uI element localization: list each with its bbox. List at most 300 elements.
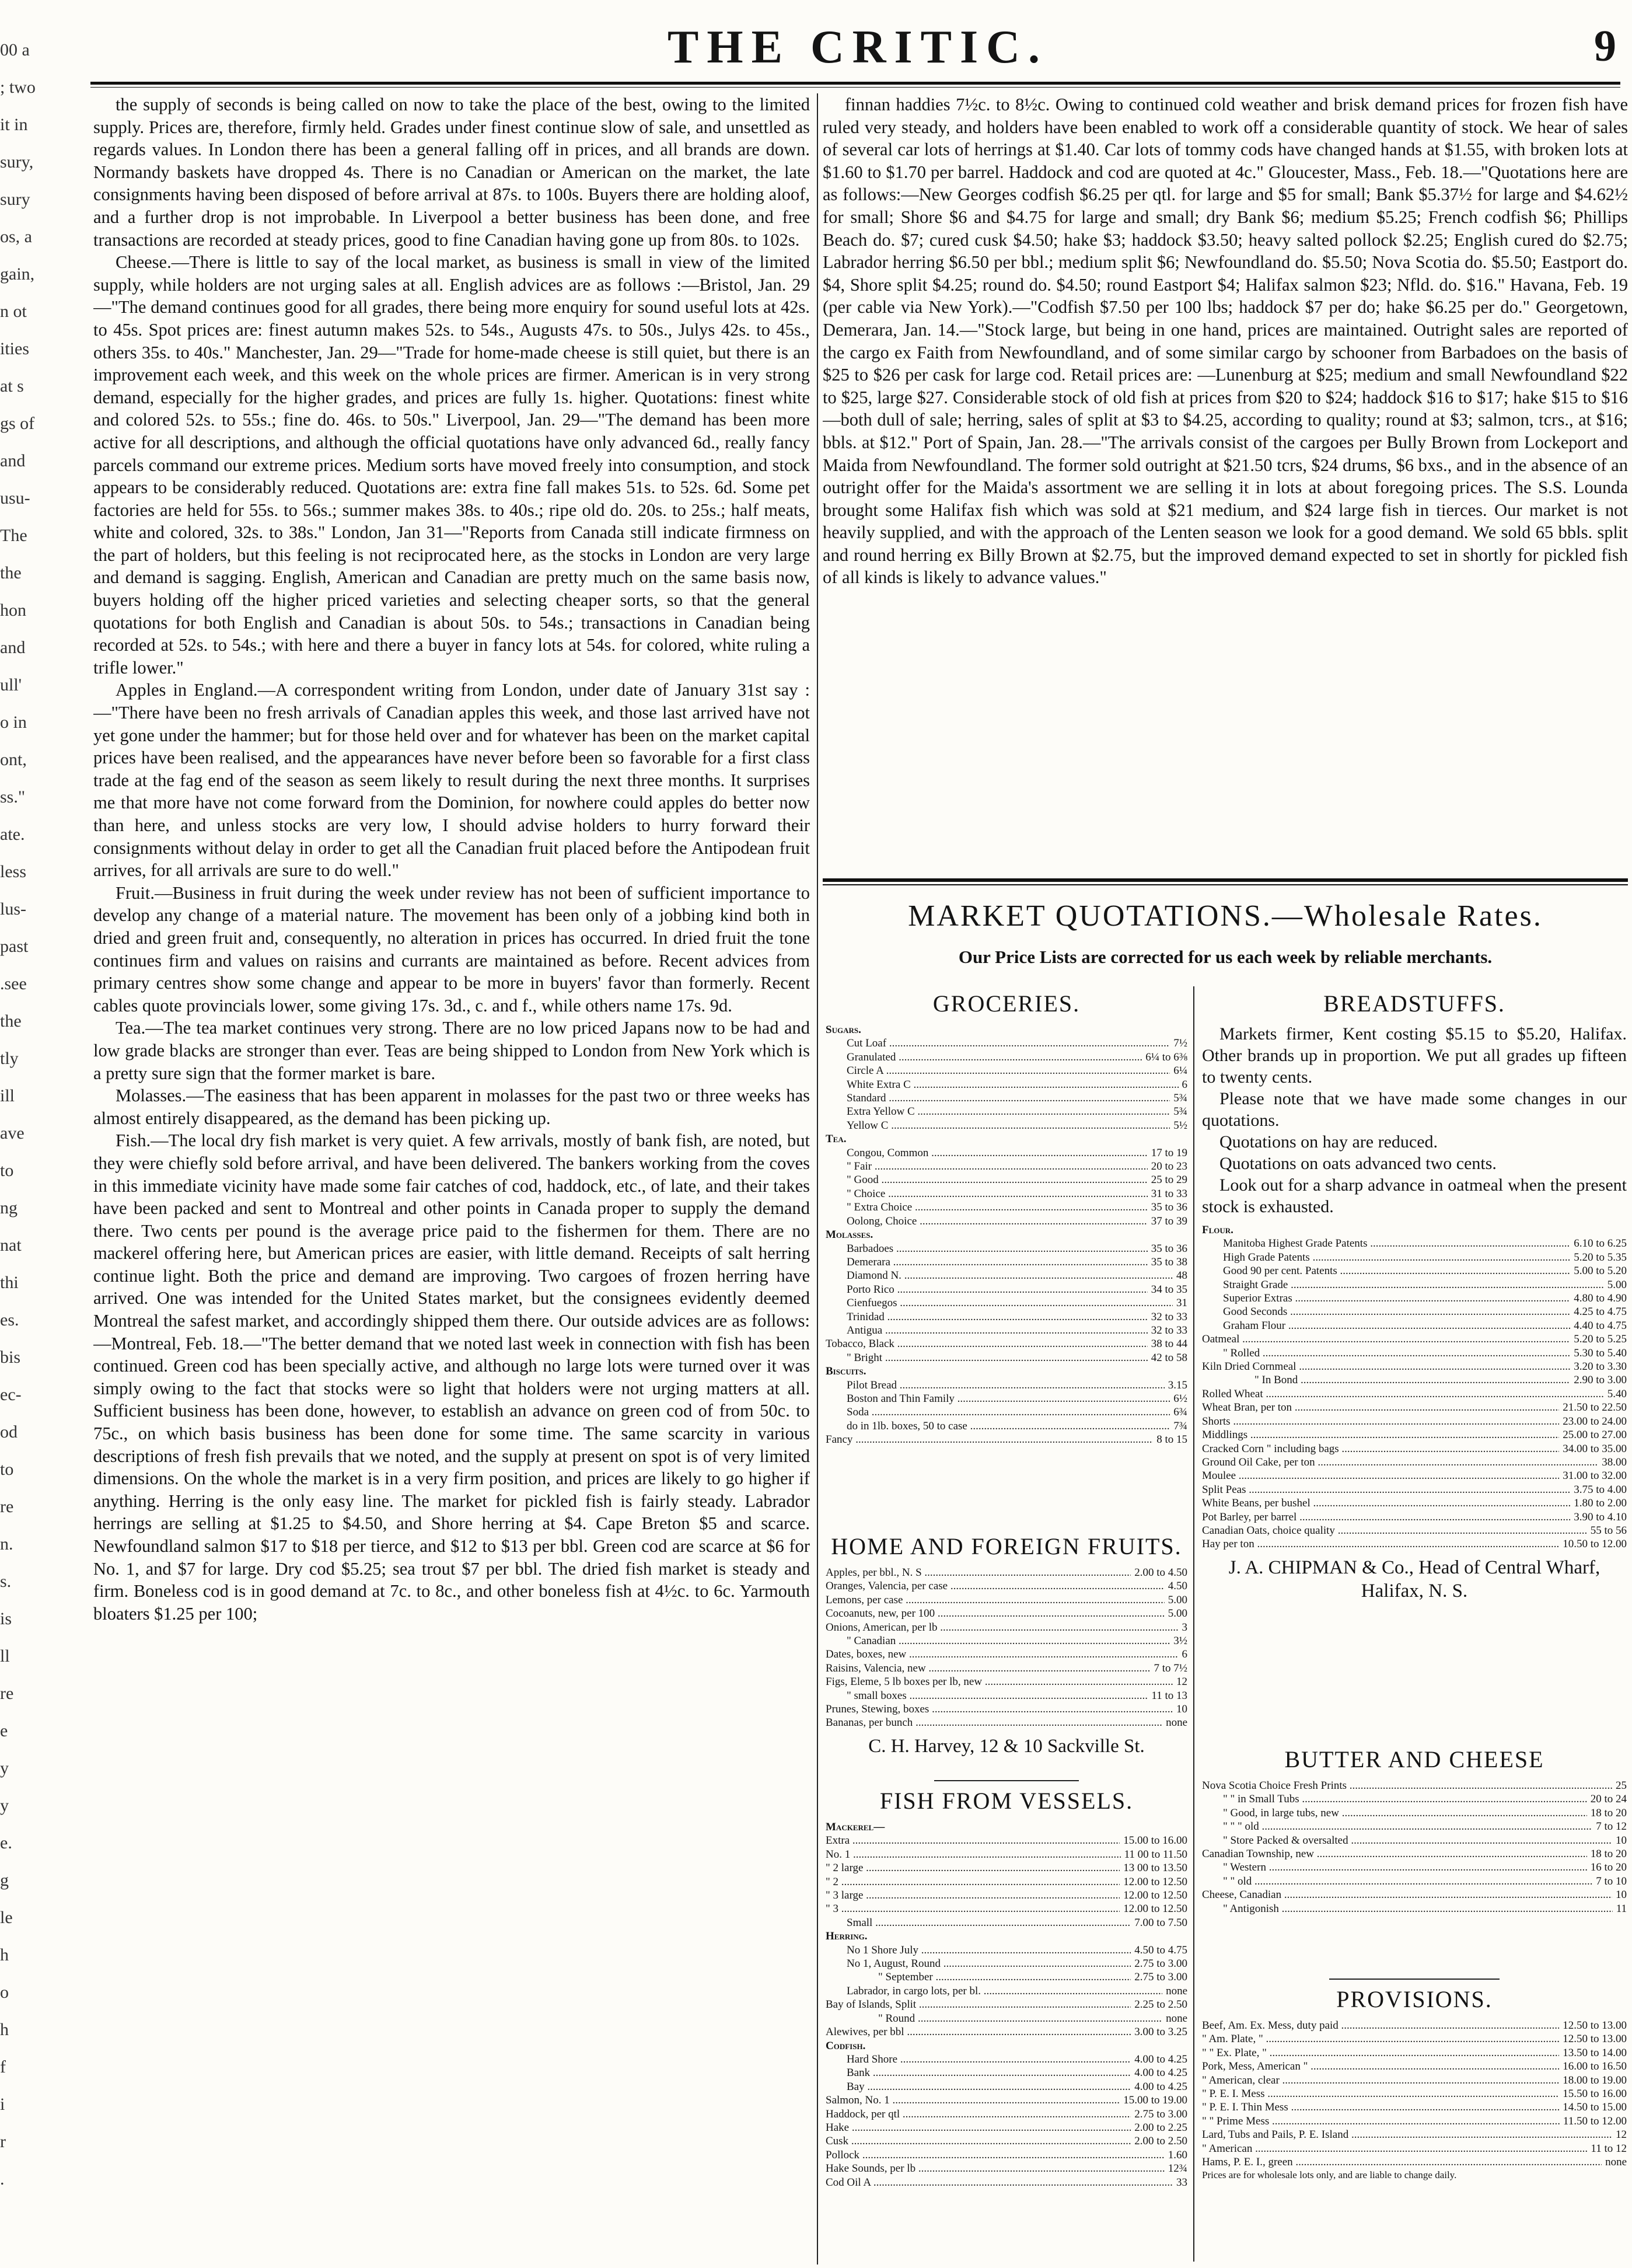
price-label: Pollock ..... [826,2148,1165,2162]
price-row [826,1957,1187,1970]
margin-fragment: ll [0,1646,10,1666]
page-title: THE CRITIC. [668,22,1048,73]
price-row [826,1173,1187,1187]
price-value: 18 to 20 [1590,1806,1627,1819]
price-value: 34 to 35 [1151,1283,1187,1296]
price-row [1202,1875,1627,1888]
price-label: Demerara ..... [826,1255,1148,1269]
price-row [1202,1346,1627,1360]
price-row [1202,1792,1627,1806]
price-label: " Rolled ..... [1202,1346,1570,1360]
price-label: " American, clear ..... [1202,2074,1559,2087]
price-value: 7 to 10 [1596,1875,1627,1887]
price-row [826,1215,1187,1228]
price-label: Oranges, Valencia, per case ..... [826,1579,1165,1593]
margin-fragment: at s [0,376,24,396]
price-value: 12.00 to 12.50 [1123,1889,1187,1902]
price-value: 5½ [1173,1119,1187,1132]
price-label: Molasses. [826,1229,873,1241]
margin-fragment: nat [0,1236,22,1255]
running-head [88,12,1628,76]
price-label: Granulated ..... [826,1051,1142,1064]
price-label: Flour. [1202,1224,1233,1236]
price-value: 12.00 to 12.50 [1123,1903,1187,1915]
price-row [826,1675,1187,1688]
price-row [826,1634,1187,1648]
margin-fragment: sury, [0,152,34,172]
price-row [826,1351,1187,1365]
price-row [1202,1415,1627,1428]
price-row [826,1296,1187,1310]
price-label: Yellow C ..... [826,1119,1170,1132]
price-row [826,2134,1187,2148]
price-label: Cod Oil A ..... [826,2176,1173,2189]
price-value: 2.00 to 2.50 [1134,2135,1187,2148]
butter-cheese-table [1202,1742,1627,1952]
price-value: 33 [1176,2176,1187,2189]
price-value: 5.20 to 5.35 [1574,1251,1627,1264]
price-row [826,1132,1187,1146]
price-label: Kiln Dried Cornmeal ..... [1202,1360,1570,1373]
price-row [826,1566,1187,1579]
price-row [1202,1483,1627,1496]
price-label: Cheese, Canadian ..... [1202,1888,1612,1901]
price-row [826,1392,1187,1405]
price-row [826,1889,1187,1902]
breadstuffs-note: Quotations on oats advanced two cents. [1219,1154,1497,1173]
price-label: Tea. [826,1133,847,1146]
price-value: 25 [1616,1779,1627,1792]
price-value: none [1166,1716,1187,1729]
price-row [1202,1264,1627,1278]
price-value: 5.00 [1607,1278,1627,1291]
price-row [826,2053,1187,2066]
price-value: 3.00 to 3.25 [1134,2026,1187,2039]
price-value: 11 to 12 [1591,2142,1627,2155]
price-label: Moulee ..... [1202,1469,1559,1482]
price-label: No 1, August, Round ..... [826,1957,1131,1970]
breadstuffs-table [1202,986,1627,1733]
article-paragraph: Fish.—The local dry fish market is very quiet. A few arrivals, mostly of bank fish, are noted, but they were chiefly sold before arrival, and have been delivered. The bankers working from the coves in this immediate vicinity have made some fair catches of cod, haddock, etc., of late, and their takes have been packed and sent to Montreal and other points in Canada proper to supply the demand there. Two cents per pound is the average price paid to the fishermen for them. There are no mackerel offering here, but American prices are easier, with little demand. Receipts of salt herring continue light. Both the price and demand are improving. Two cargoes of frozen herring have arrived. One was intended for the United States market, but the consignees evidently deemed Montreal the safest market, and accordingly shipped them there. Our outside advices are as follows:—Montreal, Feb. 18.—"The better demand that we noted last week in connection with fish has been continued. Green cod has been specially active, and although no large lots were turned over it was simply owing to the fact that stocks were so light that holders were not urging matters at all. Sufficient business has been done, however, to establish an advance on green cod of from 50c. to 75c., on which basis business has been done for some time. The same scarcity in various descriptions of fresh fish prevails that we noted, and the supply at present on spot is of very limited dimensions. On the whole the market is in a very firm position, and prices are likely to go higher if anything. Herring is the only easy line. The market for pickled fish is fairly steady. Labrador herrings are selling at $1.25 to $4.50, and Shore herring at $4. Cape Breton $5 and scarce. Newfoundland salmon $17 to $18 per tierce, and $12 to $13 per bbl. Green cod are scarce at $6 for No. 1, and $7 for large. Dry cod $5.25; sea trout $7 per bbl. The dried fish market is steady and firm. Boneless cod is in good demand at 7c. to 8c., and other boneless fish at 4½c. to 6c. Yarmouth bloaters $1.25 per 100; [93,1130,810,1624]
price-row [826,1902,1187,1915]
price-row [1202,2128,1627,2141]
price-label: Oolong, Choice ..... [826,1215,1148,1228]
price-row [1202,1292,1627,1305]
price-row [826,1579,1187,1593]
price-row [1202,1902,1627,1915]
price-value: 1.80 to 2.00 [1574,1497,1627,1510]
article-paragraph: Apples in England.—A correspondent writing from London, under date of January 31st say :—"There have been no fresh arrivals of Canadian apples this week, and those last arrived have not yet gone under the hammer; but for those held over and for whatever has been on the market capital prices have been realised, and the appearances have never before been so favorable for a first class trade at the fag end of the season as seem likely to result during the next three months. It surprises me that more have not come forward from the Dominion, for nowhere could apples do better now than here, and unless stocks are very low, I should advise holders to hurry forward their consignments without delay in order to get all the Canadian fruit placed before the Antipodean fruit arrives, for all arrivals are sure to do well." [93,680,810,881]
price-label: Hake ..... [826,2121,1131,2134]
price-value: 38.00 [1602,1456,1627,1468]
price-value: 20 to 23 [1151,1160,1187,1173]
price-label: Good Seconds ..... [1202,1305,1570,1318]
margin-fragment: ull' [0,675,22,695]
margin-fragment: gs of [0,414,35,433]
price-row [1202,1820,1627,1833]
price-label: High Grade Patents ..... [1202,1251,1570,1264]
price-label: Ground Oil Cake, per ton ..... [1202,1456,1598,1469]
price-value: 2.75 to 3.00 [1134,2108,1187,2120]
breadstuffs-note: Look out for a sharp advance in oatmeal when the present stock is exhausted. [1202,1175,1627,1216]
groceries-heading: GROCERIES. [932,990,1081,1017]
adjacent-page-margin [0,41,76,2259]
margin-fragment: and [0,451,26,470]
price-value: 6½ [1173,1392,1187,1405]
margin-fragment: n ot [0,302,27,321]
price-row [826,1943,1187,1957]
price-label: " Bright ..... [826,1351,1148,1365]
price-value: 13.50 to 14.00 [1563,2046,1627,2059]
price-value: 11.50 to 12.00 [1563,2115,1627,2127]
price-label: " 2 ..... [826,1875,1120,1889]
price-label: Codfish. [826,2039,866,2052]
page-number: 9 [1594,22,1616,71]
price-row [1202,1779,1627,1792]
margin-fragment: less [0,862,26,881]
price-value: 2.00 to 2.25 [1134,2121,1187,2134]
article-paragraph: Tea.—The tea market continues very strong. There are no low priced Japans now to be had and low grade blacks are stronger than ever. Teas are being shipped to London from New York which is a pretty sure sign that the former market is bare. [93,1018,810,1083]
price-value: 3.20 to 3.30 [1574,1360,1627,1373]
margin-fragment: le [0,1908,13,1927]
price-row [1202,2074,1627,2087]
market-quotations-title: MARKET QUOTATIONS.—Wholesale Rates. [908,899,1543,933]
margin-fragment: and [0,638,26,657]
price-row [826,1433,1187,1446]
price-row [826,1621,1187,1634]
price-row [826,1283,1187,1296]
fish-heading: FISH FROM VESSELS. [879,1788,1134,1814]
price-value [1184,1820,1187,1834]
margin-fragment: lus- [0,899,26,919]
price-row [826,2025,1187,2039]
price-label: " Canadian ..... [826,1634,1170,1648]
price-value: 7.00 to 7.50 [1134,1916,1187,1929]
margin-fragment: os, a [0,227,32,246]
margin-fragment: ave [0,1123,25,1143]
margin-fragment: is [0,1609,12,1628]
price-value: 7½ [1173,1037,1187,1050]
price-label: Antigua ..... [826,1324,1148,1337]
margin-fragment: gain, [0,264,35,284]
section-separator [934,1780,1079,1781]
price-label: Hay per ton ..... [1202,1537,1559,1551]
quotations-divider [1193,986,1194,2262]
price-row [826,1146,1187,1160]
price-label: Shorts ..... [1202,1415,1559,1428]
price-value: 11 [1616,1902,1627,1915]
price-label: No 1 Shore July ..... [826,1943,1131,1957]
price-row [1202,1305,1627,1318]
price-label: Nova Scotia Choice Fresh Prints ..... [1202,1779,1612,1792]
price-value: 34.00 to 35.00 [1563,1442,1627,1455]
price-value: 10 [1176,1703,1187,1716]
price-row [826,1051,1187,1064]
price-row [826,1405,1187,1419]
margin-fragment: .see [0,974,27,993]
price-value [1184,1132,1187,1146]
price-label: Diamond N. ..... [826,1269,1173,1282]
fruits-heading: HOME AND FOREIGN FRUITS. [831,1533,1182,1559]
price-row [1202,1834,1627,1847]
price-row [826,2121,1187,2134]
price-value: 3 [1182,1621,1187,1634]
price-label: " P. E. I. Thin Mess ..... [1202,2100,1559,2114]
price-value: 6¼ [1173,1065,1187,1077]
article-paragraph: Molasses.—The easiness that has been apparent in molasses for the past two or three weeks has almost entirely disappeared, as the demand has been picking up. [93,1086,810,1128]
price-value: 12.50 to 13.00 [1563,2019,1627,2032]
fish-table [826,1774,1187,2262]
provisions-heading: PROVISIONS. [1336,1986,1493,2012]
price-row [1202,1278,1627,1292]
price-row [1202,1888,1627,1901]
price-label: Extra Yellow C ..... [826,1105,1170,1118]
price-row [826,1820,1187,1834]
price-row [1202,2046,1627,2060]
price-row [826,1702,1187,1716]
price-label: " Antigonish ..... [1202,1902,1613,1915]
price-label: " 2 large ..... [826,1861,1120,1875]
breadstuffs-note: Please note that we have made some changes in our quotations. [1202,1089,1627,1130]
price-row [1202,1428,1627,1442]
price-row [826,1970,1187,1984]
price-row [826,1187,1187,1201]
margin-fragment: . [0,2169,5,2189]
price-row [826,2108,1187,2121]
price-row [826,1037,1187,1050]
price-label: " Western ..... [1202,1861,1587,1874]
price-row [826,2148,1187,2162]
column-divider [817,93,818,2264]
price-row [826,1861,1187,1875]
price-value: 12.00 to 12.50 [1123,1875,1187,1888]
margin-fragment: to [0,1460,14,1479]
price-row [1202,1861,1627,1874]
provisions-table [1202,1973,1627,2262]
price-row [826,2162,1187,2175]
price-label: Cut Loaf ..... [826,1037,1170,1050]
price-value: 4.00 to 4.25 [1134,2080,1187,2093]
price-label: Porto Rico ..... [826,1283,1148,1296]
price-value: 5.40 [1607,1387,1627,1400]
price-value: 18.00 to 19.00 [1563,2074,1627,2086]
price-value: 15.50 to 16.00 [1563,2088,1627,2100]
margin-fragment: r [0,2132,6,2151]
margin-fragment: ng [0,1198,18,1217]
butter-heading: BUTTER AND CHEESE [1284,1746,1544,1772]
price-value [1623,1223,1627,1237]
price-row [826,1875,1187,1889]
margin-fragment: h [0,1945,9,1965]
price-value: 2.25 to 2.50 [1134,1998,1187,2011]
price-row [826,1984,1187,1998]
price-label: Hake Sounds, per lb ..... [826,2162,1165,2175]
price-label: " " old ..... [1202,1875,1592,1888]
margin-fragment: ities [0,339,29,358]
price-row [1202,2142,1627,2155]
price-value: 12¾ [1168,2162,1187,2175]
price-label: Haddock, per qtl ..... [826,2108,1131,2121]
margin-fragment: it in [0,115,28,134]
price-value: 5.20 to 5.25 [1574,1333,1627,1346]
price-label: " Good ..... [826,1173,1148,1187]
section-separator [1329,1979,1499,1980]
price-row [826,2093,1187,2107]
price-row [826,1255,1187,1269]
price-value: 13 00 to 13.50 [1123,1862,1187,1875]
price-label: Sugars. [826,1024,861,1036]
price-value: 15.00 to 16.00 [1123,1834,1187,1847]
price-value: 2.75 to 3.00 [1134,1971,1187,1984]
price-row [826,2080,1187,2093]
price-label: Pot Barley, per barrel ..... [1202,1510,1570,1524]
price-row [826,1119,1187,1132]
price-label: Hams, P. E. I., green ..... [1202,2155,1602,2169]
price-row [826,2012,1187,2025]
price-value: 25 to 29 [1151,1174,1187,1187]
price-row [1202,1469,1627,1482]
margin-fragment: ill [0,1086,15,1105]
price-label: " American ..... [1202,2142,1587,2155]
price-label: Biscuits. [826,1365,866,1378]
price-value: 16 to 20 [1590,1861,1627,1874]
price-value: 7 to 7½ [1154,1662,1187,1674]
price-row [826,1916,1187,1929]
price-label: Oatmeal ..... [1202,1332,1570,1346]
margin-fragment: ont, [0,750,27,769]
margin-fragment: ; two [0,78,36,97]
price-value: 5.00 [1168,1607,1187,1620]
price-row [826,1365,1187,1378]
margin-fragment: 00 a [0,41,30,60]
margin-fragment: ss." [0,787,26,807]
price-row [1202,1496,1627,1510]
price-value: 21.50 to 22.50 [1563,1401,1627,1414]
price-row [1202,1360,1627,1373]
breadstuffs-note: Quotations on hay are reduced. [1219,1132,1438,1152]
price-row [1202,1537,1627,1551]
price-value: 11 to 13 [1151,1689,1187,1702]
price-label: Figs, Eleme, 5 lb boxes per lb, new ..... [826,1675,1173,1688]
price-row [826,1269,1187,1282]
price-row [826,2176,1187,2189]
price-row [1202,1806,1627,1820]
left-column [93,93,810,2264]
margin-fragment: usu- [0,489,30,508]
price-row [826,1834,1187,1847]
price-label: Pork, Mess, American " ..... [1202,2060,1559,2073]
price-row [1202,1401,1627,1414]
price-value: 25.00 to 27.00 [1563,1429,1627,1442]
margin-fragment: es. [0,1310,19,1330]
price-label: Alewives, per bbl ..... [826,2025,1131,2039]
margin-fragment: od [0,1422,18,1442]
price-value: 4.25 to 4.75 [1574,1306,1627,1318]
price-row [1202,1251,1627,1264]
price-value: 10 [1616,1889,1627,1901]
price-label: " Am. Plate, " ..... [1202,2032,1559,2046]
price-label: " " Prime Mess ..... [1202,2115,1560,2128]
price-value [1184,1929,1187,1943]
price-value: 5¾ [1173,1105,1187,1118]
breadstuffs-note: Markets firmer, Kent costing $5.15 to $5.20, Halifax. Other brands up in proportion. We put all grades up fifteen to twenty cents. [1202,1024,1627,1087]
margin-fragment: s. [0,1572,12,1591]
price-label: Bananas, per bunch ..... [826,1716,1162,1729]
price-value: 3.75 to 4.00 [1574,1483,1627,1496]
price-label: Raisins, Valencia, new ..... [826,1662,1150,1675]
price-label: Prunes, Stewing, boxes ..... [826,1702,1173,1716]
price-label: " Extra Choice ..... [826,1201,1148,1214]
price-row [1202,1456,1627,1469]
price-label: " " Ex. Plate, " ..... [1202,2046,1559,2060]
price-label: " September ..... [826,1970,1131,1984]
groceries-table [826,986,1187,1523]
price-row [1202,1847,1627,1861]
price-row [826,1201,1187,1214]
margin-fragment: re [0,1684,14,1703]
price-value: 3.90 to 4.10 [1574,1510,1627,1523]
margin-fragment: o [0,1983,9,2002]
price-value: 8 to 15 [1156,1433,1187,1446]
margin-fragment: hon [0,601,26,620]
margin-fragment: tly [0,1049,19,1068]
price-row [826,2039,1187,2053]
price-value: 31.00 to 32.00 [1563,1470,1627,1482]
price-label: " In Bond ..... [1202,1373,1570,1387]
price-label: Canadian Oats, choice quality ..... [1202,1524,1587,1537]
price-value: 12 [1616,2129,1627,2141]
margin-fragment: o in [0,713,27,732]
price-label: Apples, per bbl., N. S ..... [826,1566,1131,1579]
price-label: Lemons, per case ..... [826,1593,1165,1607]
price-value: 2.75 to 3.00 [1134,1958,1187,1970]
price-row [826,1242,1187,1255]
price-label: Herring. [826,1930,868,1943]
price-label: " " in Small Tubs ..... [1202,1792,1587,1806]
price-value: none [1166,1984,1187,1997]
price-label: Hard Shore ..... [826,2053,1131,2066]
price-label: " " " old ..... [1202,1820,1592,1833]
price-value: 14.50 to 15.00 [1563,2101,1627,2114]
price-row [826,1848,1187,1861]
margin-fragment: y [0,1758,9,1778]
price-value [1184,1023,1187,1037]
price-label: Tobacco, Black ..... [826,1337,1148,1351]
price-value: 6.10 to 6.25 [1574,1237,1627,1250]
price-label: Good 90 per cent. Patents ..... [1202,1264,1570,1278]
price-value: 12 [1176,1676,1187,1688]
margin-fragment: The [0,526,27,545]
margin-fragment: i [0,2095,5,2114]
price-value: 31 [1176,1297,1187,1310]
margin-fragment: e. [0,1833,12,1852]
price-value: 10 [1616,1834,1627,1847]
margin-fragment: ec- [0,1385,22,1404]
margin-fragment: bis [0,1348,21,1367]
price-value [1184,1365,1187,1378]
price-label: Cocoanuts, new, per 100 ..... [826,1607,1165,1620]
price-value: 15.00 to 19.00 [1123,2094,1187,2107]
price-label: Rolled Wheat ..... [1202,1387,1604,1401]
price-label: " small boxes ..... [826,1689,1148,1702]
price-value: 10.50 to 12.00 [1563,1538,1627,1551]
price-value: 2.00 to 4.50 [1134,1566,1187,1579]
price-row [1202,1319,1627,1332]
margin-fragment: the [0,1011,22,1031]
price-value: 6 [1182,1648,1187,1661]
price-label: Standard ..... [826,1091,1170,1105]
provisions-footnote: Prices are for wholesale lots only, and are liable to change daily. [1202,2169,1457,2181]
